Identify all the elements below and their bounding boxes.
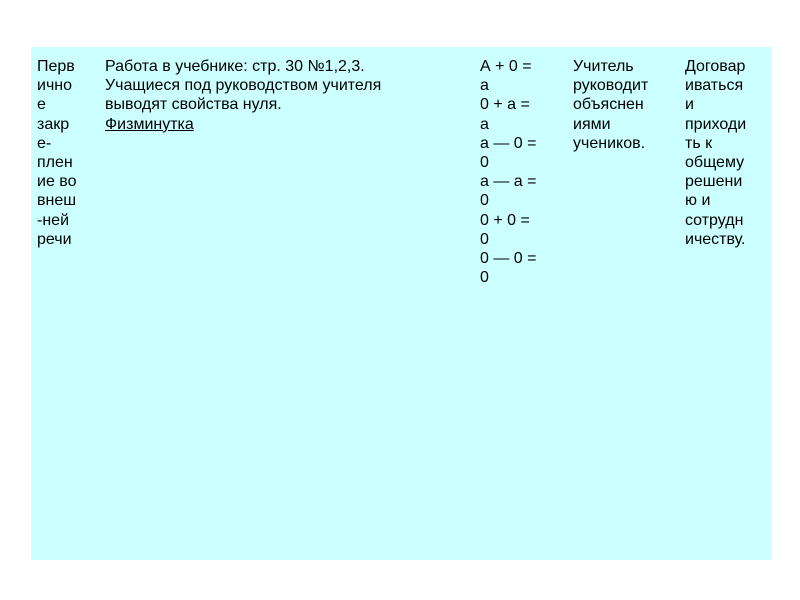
activity-line: выводят свойства нуля. <box>105 96 282 114</box>
ud-line: общему <box>685 154 745 172</box>
formula-line: 0 <box>480 269 489 287</box>
stage-line: плен <box>37 154 73 172</box>
ud-cell <box>685 57 767 249</box>
formula-line: а <box>480 77 489 95</box>
formula-line: 0 <box>480 230 489 248</box>
formulas-cell <box>480 57 555 287</box>
ud-line: ю и <box>685 192 711 210</box>
formula-line: 0 <box>480 192 489 210</box>
stage-line: закр <box>37 115 70 133</box>
ud-line: и <box>685 96 694 114</box>
formula-line: а — а = <box>480 173 537 191</box>
formula-line: А + 0 = <box>480 58 532 75</box>
ud-line: сотрудн <box>685 211 744 229</box>
ud-line: решени <box>685 173 743 191</box>
ud-line: Договар <box>685 58 746 75</box>
ud-line: ть к <box>685 134 713 152</box>
formula-line: а — 0 = <box>480 134 537 152</box>
teacher-line: руководит <box>573 77 649 95</box>
teacher-line: объяснен <box>573 96 644 114</box>
formula-line: 0 <box>480 154 489 172</box>
activity-cell <box>105 57 473 134</box>
lesson-table <box>31 47 772 560</box>
fizminutka-link[interactable]: Физминутка <box>105 115 194 133</box>
ud-line: приходи <box>685 115 747 133</box>
formula-line: 0 + а = <box>480 96 530 114</box>
activity-line: Учащиеся под руководством учителя <box>105 77 382 95</box>
stage-line: речи <box>37 230 72 248</box>
stage-line: ично <box>37 77 73 95</box>
stage-line: Перв <box>37 58 75 75</box>
formula-line: а <box>480 115 489 133</box>
stage-line: е- <box>37 134 52 152</box>
stage-line: ие во <box>37 173 77 191</box>
stage-line: -ней <box>37 211 69 229</box>
teacher-line: иями <box>573 115 611 133</box>
stage-cell <box>37 57 91 249</box>
formula-line: 0 + 0 = <box>480 211 530 229</box>
teacher-line: Учитель <box>573 58 634 75</box>
activity-line: Работа в учебнике: стр. 30 №1,2,3. <box>105 58 365 75</box>
stage-line: е <box>37 96 46 114</box>
ud-line: ичеству. <box>685 230 746 248</box>
teacher-cell <box>573 57 676 153</box>
formula-line: 0 — 0 = <box>480 250 537 268</box>
ud-line: иваться <box>685 77 744 95</box>
stage-line: внеш <box>37 192 77 210</box>
teacher-line: учеников. <box>573 134 646 152</box>
